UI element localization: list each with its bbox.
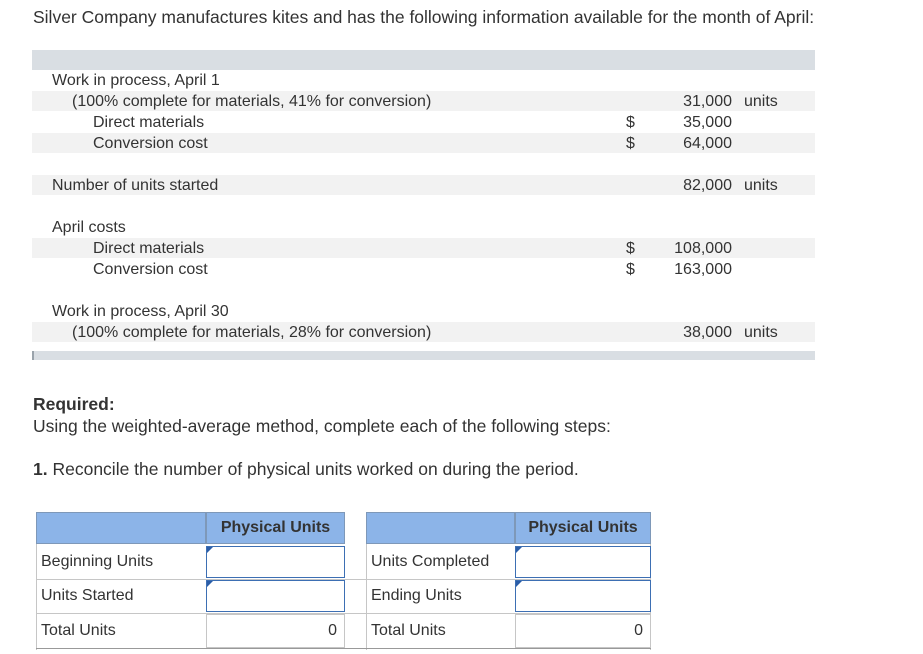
april-cc-row <box>32 259 815 279</box>
wip-april1-row <box>32 70 815 90</box>
april-dm-label: Direct materials <box>93 240 205 257</box>
wip-cc-dollar: $ <box>626 135 635 152</box>
april-cc-label: Conversion cost <box>93 261 208 278</box>
wip-april30-units-word: units <box>744 324 778 341</box>
wip-cc-label: Conversion cost <box>93 135 208 152</box>
units-completed-label: Units Completed <box>371 553 490 570</box>
beginning-units-label: Beginning Units <box>41 553 154 570</box>
grid-bottom-border <box>36 648 651 649</box>
april-costs-row <box>32 217 815 237</box>
left-label-header <box>36 512 206 544</box>
wip-april30-row <box>32 301 815 321</box>
right-physical-units-header: Physical Units <box>515 512 651 544</box>
wip-april30-completion: (100% complete for materials, 28% for conversion) <box>72 324 432 341</box>
wip-april1-label: Work in process, April 1 <box>52 72 220 89</box>
ending-units-input[interactable] <box>515 580 651 612</box>
problem-intro: Silver Company manufactures kites and has the following information available for the month of April: <box>33 7 815 27</box>
april-dm-row <box>32 238 815 258</box>
april-cc-value: 163,000 <box>674 261 732 278</box>
ending-units-label: Ending Units <box>371 587 462 604</box>
april-dm-value: 108,000 <box>674 240 732 257</box>
wip-april1-units-word: units <box>744 93 778 110</box>
input-marker-icon <box>207 547 213 553</box>
step-1-instruction <box>33 459 579 480</box>
step-text: Reconcile the number of physical units worked on during the period. <box>47 459 579 479</box>
left-physical-units-header: Physical Units <box>206 512 345 544</box>
units-started-input[interactable] <box>206 580 345 612</box>
units-started-units-word: units <box>744 177 778 194</box>
wip-cc-value: 64,000 <box>683 135 732 152</box>
right-total-units-label: Total Units <box>371 622 446 639</box>
wip-april30-label: Work in process, April 30 <box>52 303 229 320</box>
units-started-value: 82,000 <box>683 177 732 194</box>
units-completed-input[interactable] <box>515 546 651 578</box>
input-marker-icon <box>207 581 213 587</box>
info-table-footer-bar <box>32 351 815 360</box>
required-heading: Required: <box>33 394 115 414</box>
wip-april30-completion-row <box>32 322 815 342</box>
right-total-units-value: 0 <box>515 614 651 648</box>
wip-dm-value: 35,000 <box>683 114 732 131</box>
required-text: Using the weighted-average method, complete each of the following steps: <box>33 416 611 436</box>
input-marker-icon <box>516 581 522 587</box>
wip-april1-units-value: 31,000 <box>683 93 732 110</box>
units-started-row <box>32 175 815 195</box>
wip-cc-row <box>32 133 815 153</box>
input-marker-icon <box>516 547 522 553</box>
right-label-header <box>366 512 515 544</box>
april-costs-label: April costs <box>52 219 126 236</box>
wip-april1-completion: (100% complete for materials, 41% for conversion) <box>72 93 432 110</box>
left-total-units-value: 0 <box>206 614 345 648</box>
wip-dm-row <box>32 112 815 132</box>
beginning-units-input[interactable] <box>206 546 345 578</box>
info-table-header-bar <box>32 50 815 70</box>
units-started-label: Number of units started <box>52 177 219 194</box>
step-number: 1. <box>33 459 48 479</box>
wip-april1-completion-row <box>32 91 815 111</box>
left-total-units-label: Total Units <box>41 622 116 639</box>
april-dm-dollar: $ <box>626 240 635 257</box>
wip-april30-units-value: 38,000 <box>683 324 732 341</box>
wip-dm-label: Direct materials <box>93 114 205 131</box>
april-cc-dollar: $ <box>626 261 635 278</box>
units-started-grid-label: Units Started <box>41 587 134 604</box>
wip-dm-dollar: $ <box>626 114 635 131</box>
